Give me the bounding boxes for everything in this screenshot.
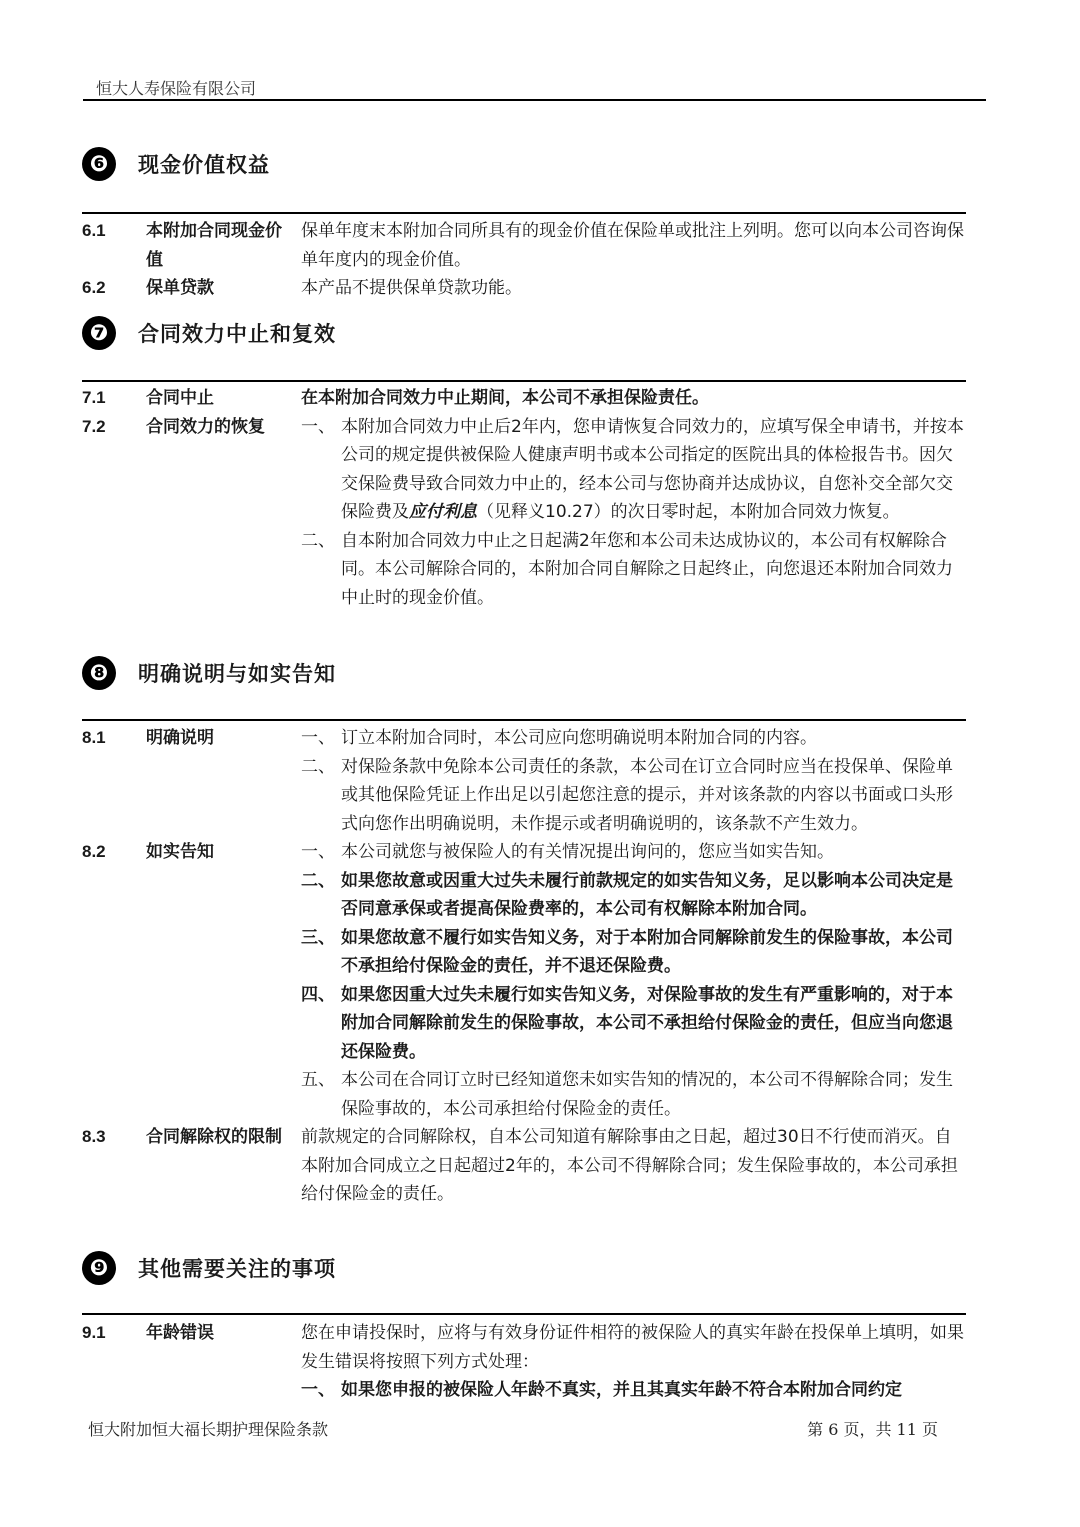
clause-8-2 <box>82 838 986 1123</box>
defined-term: 应付利息 <box>409 502 477 522</box>
clause-8-3 <box>82 1123 986 1209</box>
item-marker: 一、 <box>301 728 335 748</box>
section-title: 现金价值权益 <box>138 153 270 177</box>
section-number-badge: ❽ <box>82 656 116 690</box>
section-9 <box>82 1248 986 1405</box>
clause-title: 合同中止 <box>146 388 214 408</box>
item-marker: 三、 <box>301 927 335 948</box>
clause-7-2 <box>82 413 986 613</box>
item-text: 如果您申报的被保险人年龄不真实，并且其真实年龄不符合本附加合同约定 <box>341 1380 902 1400</box>
clause-body: 在本附加合同效力中止期间，本公司不承担保险责任。 <box>301 388 709 408</box>
clause-title: 年龄错误 <box>146 1323 214 1343</box>
clause-body <box>301 838 966 1123</box>
clause-number: 6.2 <box>82 278 106 297</box>
item-text: 本公司在合同订立时已经知道您未如实告知的情况的，本公司不得解除合同；发生保险事故的，本公司承担给付保险金的责任。 <box>341 1070 953 1119</box>
section-rule <box>82 719 966 721</box>
section-6 <box>82 144 986 303</box>
list-item <box>301 527 966 613</box>
clause-number: 6.1 <box>82 221 106 240</box>
item-text: 对保险条款中免除本公司责任的条款，本公司在订立合同时应当在投保单、保险单或其他保险凭证上作出足以引起您注意的提示，并对该条款的内容以书面或口头形式向您作出明确说明，未作提示或者明确说明的，该条款不产生效力。 <box>341 756 953 834</box>
section-number-badge: ❾ <box>82 1251 116 1285</box>
item-text: 如果您故意或因重大过失未履行前款规定的如实告知义务，足以影响本公司决定是否同意承保或者提高保险费率的，本公司有权解除本附加合同。 <box>341 870 953 919</box>
list-item <box>301 981 966 1067</box>
clause-6-2 <box>82 274 986 303</box>
clause-title: 保单贷款 <box>146 278 214 298</box>
clause-body <box>301 724 966 838</box>
list-item <box>301 867 966 924</box>
list-item <box>301 924 966 981</box>
item-marker: 一、 <box>301 416 335 437</box>
item-text: 本公司就您与被保险人的有关情况提出询问的，您应当如实告知。 <box>341 842 834 862</box>
section-rule <box>82 212 966 214</box>
clause-6-1 <box>82 217 986 274</box>
clause-7-1 <box>82 384 986 413</box>
clause-body <box>301 1319 966 1405</box>
section-title: 合同效力中止和复效 <box>138 322 336 346</box>
list-item <box>301 724 966 753</box>
section-number-badge: ❼ <box>82 316 116 350</box>
item-text <box>341 413 966 527</box>
item-text: 自本附加合同效力中止之日起满2年您和本公司未达成协议的，本公司有权解除合同。本公司解除合同的，本附加合同自解除之日起终止，向您退还本附加合同效力中止时的现金价值。 <box>341 530 953 608</box>
item-marker: 一、 <box>301 1380 335 1400</box>
section-number-badge: ❻ <box>82 147 116 181</box>
clause-body <box>301 413 966 613</box>
list-item <box>301 1376 966 1405</box>
section-title: 明确说明与如实告知 <box>138 662 336 686</box>
clause-title: 本附加合同现金价值 <box>146 221 282 270</box>
clause-body: 前款规定的合同解除权，自本公司知道有解除事由之日起，超过30日不行使而消灭。自本附加合同成立之日起超过2年的，本公司不得解除合同；发生保险事故的，本公司承担给付保险金的责任。 <box>301 1127 958 1204</box>
clause-number: 7.2 <box>82 416 106 436</box>
clause-number: 8.3 <box>82 1127 106 1146</box>
clause-intro: 您在申请投保时，应将与有效身份证件相符的被保险人的真实年龄在投保单上填明，如果发生错误将按照下列方式处理： <box>301 1323 964 1372</box>
header-rule <box>83 99 986 101</box>
section-8 <box>82 653 986 1209</box>
header-company: 恒大人寿保险有限公司 <box>96 79 257 98</box>
clause-number: 8.2 <box>82 842 106 861</box>
list-item <box>301 413 966 527</box>
clause-8-1 <box>82 724 986 838</box>
list-item <box>301 838 966 867</box>
section-rule <box>82 380 966 382</box>
clause-9-1 <box>82 1319 986 1405</box>
item-marker: 四、 <box>301 984 335 1005</box>
clause-number: 7.1 <box>82 388 106 407</box>
item-text: 订立本附加合同时，本公司应向您明确说明本附加合同的内容。 <box>341 728 817 748</box>
clause-title: 合同效力的恢复 <box>146 416 265 437</box>
item-marker: 一、 <box>301 842 335 862</box>
item-marker: 二、 <box>301 530 335 551</box>
list-item <box>301 753 966 839</box>
item-text: 如果您故意不履行如实告知义务，对于本附加合同解除前发生的保险事故，本公司不承担给付保险金的责任，并不退还保险费。 <box>341 927 953 976</box>
section-rule <box>82 1313 966 1315</box>
footer-doc-title: 恒大附加恒大福长期护理保险条款 <box>88 1420 329 1439</box>
item-text-part: 本附加合同效力中止后2年内，您申请恢复合同效力的，应填写保全申请书，并按本公司的规定提供被保险人健康声明书或本公司指定的医院出具的体检报告书。因欠交保险费导致合同效力中止的，经本公司与您协商并达成协议，自您补交全部欠交保险费及 <box>341 416 964 522</box>
clause-title: 合同解除权的限制 <box>146 1127 282 1147</box>
item-marker: 二、 <box>301 870 335 891</box>
clause-body: 本产品不提供保单贷款功能。 <box>301 278 522 298</box>
clause-number: 9.1 <box>82 1323 106 1342</box>
item-text-part: （见释义10.27）的次日零时起，本附加合同效力恢复。 <box>477 502 900 522</box>
section-7 <box>82 313 986 612</box>
item-text: 如果您因重大过失未履行如实告知义务，对保险事故的发生有严重影响的，对于本附加合同解除前发生的保险事故，本公司不承担给付保险金的责任，但应当向您退还保险费。 <box>341 984 953 1062</box>
section-title: 其他需要关注的事项 <box>138 1257 336 1281</box>
footer-page-number: 第 6 页，共 11 页 <box>807 1420 938 1439</box>
list-item <box>301 1066 966 1123</box>
clause-body: 保单年度末本附加合同所具有的现金价值在保险单或批注上列明。您可以向本公司咨询保单年度内的现金价值。 <box>301 221 964 270</box>
clause-title: 明确说明 <box>146 728 214 748</box>
clause-number: 8.1 <box>82 728 106 747</box>
item-marker: 二、 <box>301 756 335 777</box>
clause-title: 如实告知 <box>146 842 214 862</box>
item-marker: 五、 <box>301 1070 335 1090</box>
